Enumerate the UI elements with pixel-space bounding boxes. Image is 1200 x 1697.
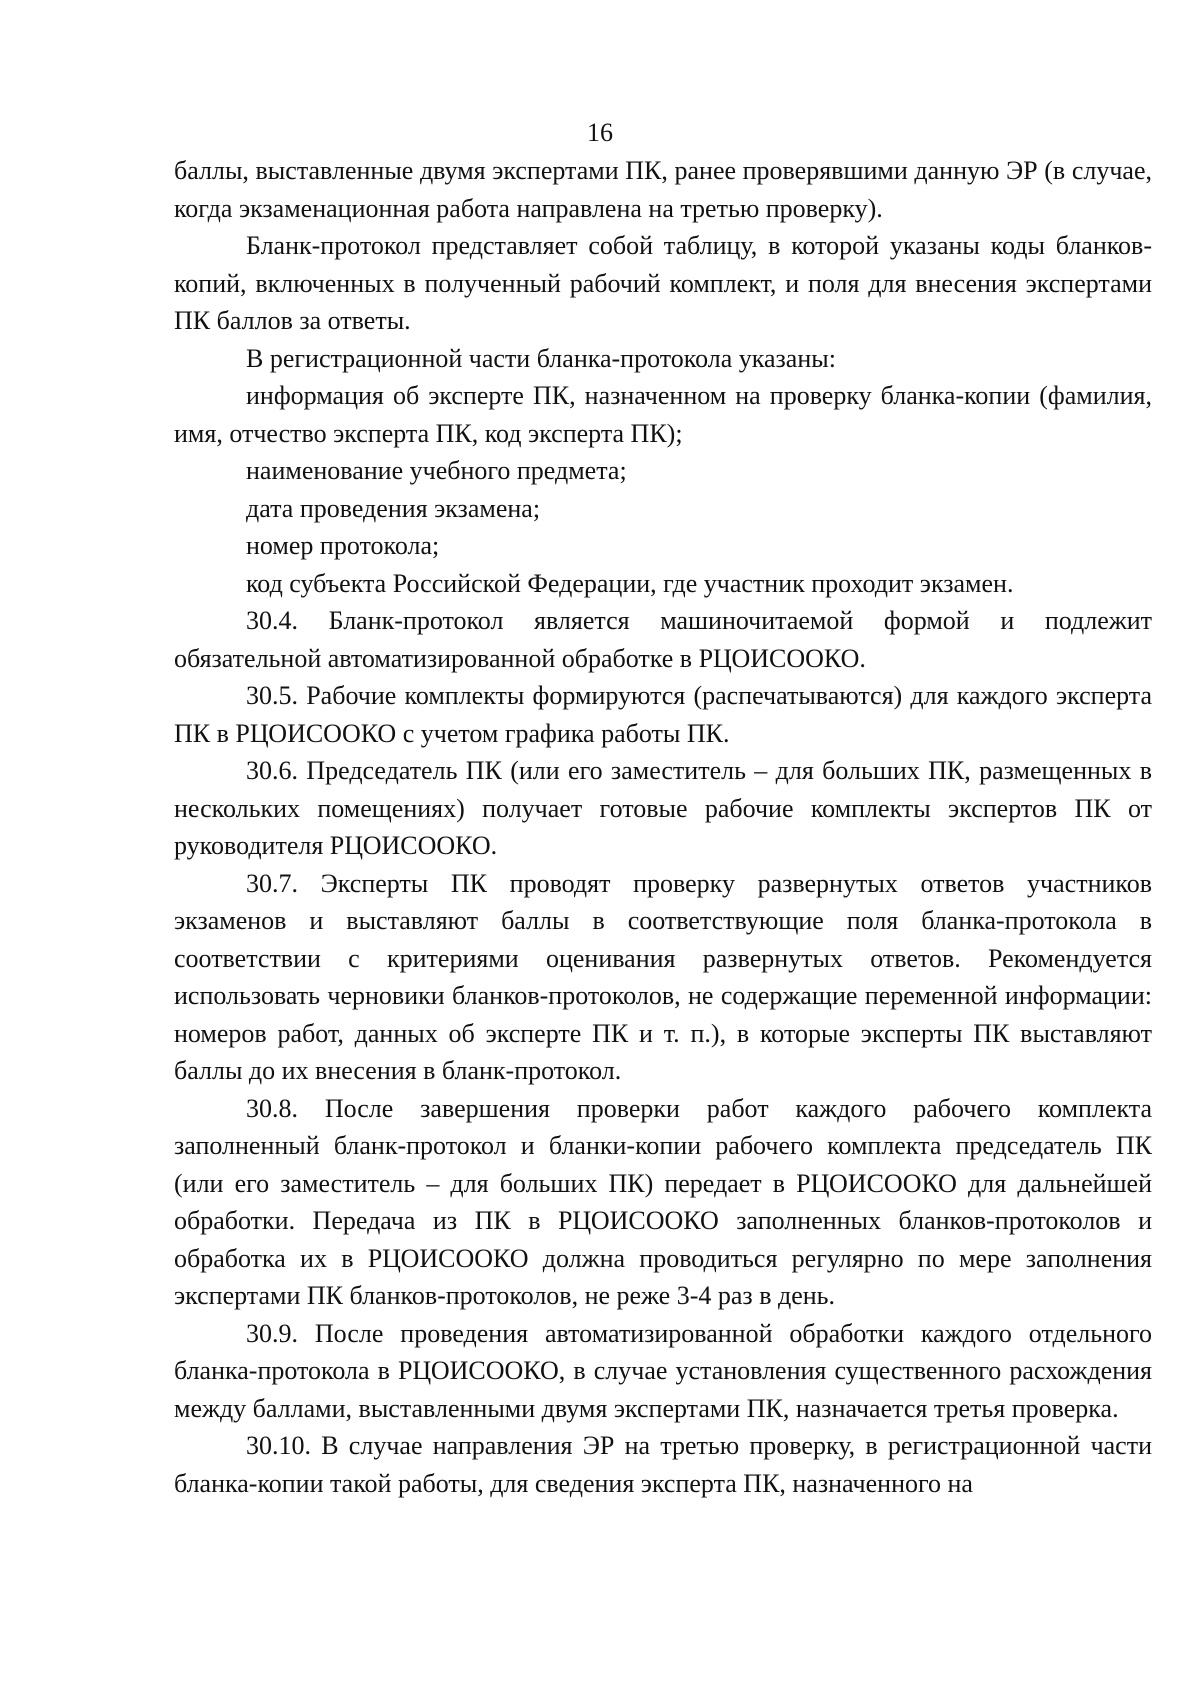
list-item-exam-date: дата проведения экзамена; [246, 493, 541, 523]
document-body [174, 152, 1152, 1502]
list-item-subject-name: наименование учебного предмета; [246, 456, 627, 485]
list-item-expert-info: информация об эксперте ПК, назначенном на проверку бланка-копии (фамилия, имя, отчество эксперта ПК, код эксперта ПК); [174, 381, 1152, 448]
clause-30-8: 30.8. После завершения проверки работ каждого рабочего комплекта заполненный бланк-протокол и бланки-копии рабочего комплекта председатель ПК (или его заместитель – для больших ПК) передает в РЦОИСООКО для дальнейшей обработки. Передача из ПК в РЦОИСООКО заполненных бланков-протоколов и обработка их в РЦОИСООКО должна проводиться регулярно по мере заполнения экспертами ПК бланков-протоколов, не реже 3-4 раз в день. [174, 1093, 1152, 1310]
clause-30-6: 30.6. Председатель ПК (или его заместитель – для больших ПК, размещенных в нескольких помещениях) получает готовые рабочие комплекты экспертов ПК от руководителя РЦОИСООКО. [174, 756, 1152, 860]
clause-30-5: 30.5. Рабочие комплекты формируются (распечатываются) для каждого эксперта ПК в РЦОИСООКО с учетом графика работы ПК. [174, 681, 1152, 748]
clause-30-9: 30.9. После проведения автоматизированной обработки каждого отдельного бланка-протокола в РЦОИСООКО, в случае установления существенного расхождения между баллами, выставленными двумя экспертами ПК, назначается третья проверка. [174, 1318, 1152, 1423]
paragraph-continuation: баллы, выставленные двумя экспертами ПК, ранее проверявшими данную ЭР (в случае, когда экзаменационная работа направлена на третью проверку). [174, 156, 1152, 223]
paragraph-blank-protocol-description: Бланк-протокол представляет собой таблицу, в которой указаны коды бланков-копий, включенных в полученный рабочий комплект, и поля для внесения экспертами ПК баллов за ответы. [174, 231, 1152, 335]
list-item-region-code: код субъекта Российской Федерации, где участник проходит экзамен. [246, 568, 1014, 598]
paragraph-registration-part-intro: В регистрационной части бланка-протокола указаны: [246, 343, 836, 373]
list-item-protocol-number: номер протокола; [246, 531, 440, 560]
clause-30-7: 30.7. Эксперты ПК проводят проверку развернутых ответов участников экзаменов и выставляют баллы в соответствующие поля бланка-протокола в соответствии с критериями оценивания развернутых ответов. Рекомендуется использовать черновики бланков-протоколов, не содержащие переменной информации: номеров работ, данных об эксперте ПК и т. п.), в которые эксперты ПК выставляют баллы до их внесения в бланк-протокол. [174, 868, 1152, 1085]
page-number: 16 [587, 118, 613, 147]
clause-30-10: 30.10. В случае направления ЭР на третью проверку, в регистрационной части бланка-копии такой работы, для сведения эксперта ПК, назначенного на [174, 1431, 1152, 1498]
clause-30-4: 30.4. Бланк-протокол является машиночитаемой формой и подлежит обязательной автоматизированной обработке в РЦОИСООКО. [174, 606, 1152, 673]
